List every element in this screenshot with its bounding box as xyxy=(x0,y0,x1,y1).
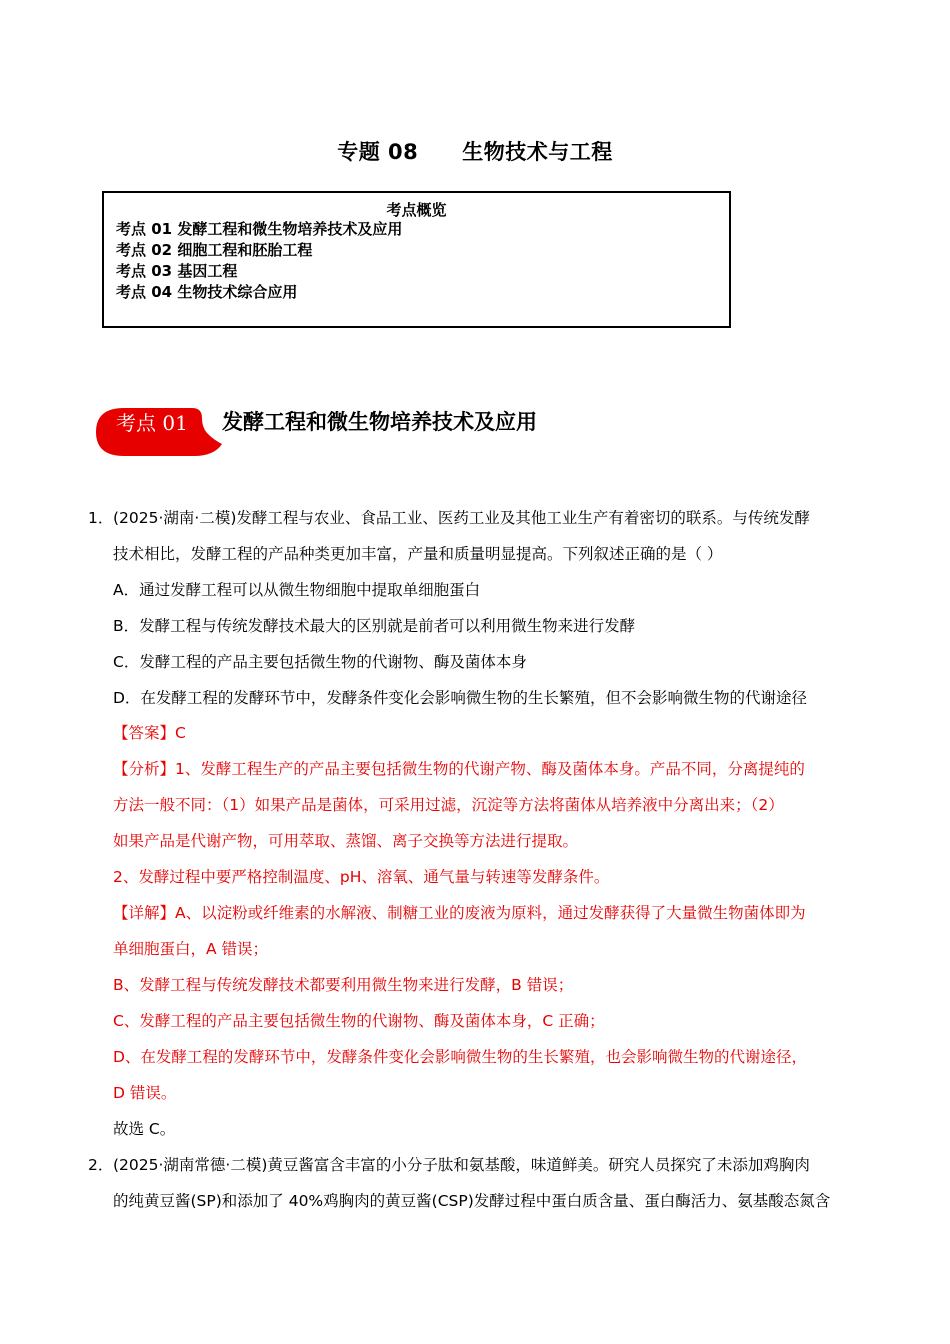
option-d: D．在发酵工程的发酵环节中，发酵条件变化会影响微生物的生长繁殖，但不会影响微生物的代谢途径 xyxy=(113,689,807,707)
question-stem-line: (2025·湖南·二模)发酵工程与农业、食品工业、医药工业及其他工业生产有着密切的联系。与传统发酵 xyxy=(113,509,810,527)
section-title: 发酵工程和微生物培养技术及应用 xyxy=(222,410,537,434)
detail-line: D 错误。 xyxy=(113,1084,177,1102)
option-a: A．通过发酵工程可以从微生物细胞中提取单细胞蛋白 xyxy=(113,581,481,599)
question-stem-line: 技术相比，发酵工程的产品种类更加丰富，产量和质量明显提高。下列叙述正确的是（ ） xyxy=(113,545,723,563)
question-number: 2． xyxy=(88,1156,114,1174)
section-header xyxy=(96,404,616,460)
page-title xyxy=(0,136,950,166)
section-badge-label: 考点 01 xyxy=(116,411,188,435)
overview-item: 考点 04 生物技术综合应用 xyxy=(116,283,298,301)
title-topic-name: 生物技术与工程 xyxy=(462,140,613,164)
title-topic-number: 专题 08 xyxy=(337,140,419,164)
option-b: B．发酵工程与传统发酵技术最大的区别就是前者可以利用微生物来进行发酵 xyxy=(113,617,636,635)
detail-line: C、发酵工程的产品主要包括微生物的代谢物、酶及菌体本身，C 正确； xyxy=(113,1012,605,1030)
detail-line: 【详解】A、以淀粉或纤维素的水解液、制糖工业的废液为原料，通过发酵获得了大量微生物菌体即为 xyxy=(113,904,806,922)
option-c: C．发酵工程的产品主要包括微生物的代谢物、酶及菌体本身 xyxy=(113,653,527,671)
analysis-line: 如果产品是代谢产物，可用萃取、蒸馏、离子交换等方法进行提取。 xyxy=(113,832,579,850)
detail-line: B、发酵工程与传统发酵技术都要利用微生物来进行发酵，B 错误； xyxy=(113,976,574,994)
analysis-line: 2、发酵过程中要严格控制温度、pH、溶氧、通气量与转速等发酵条件。 xyxy=(113,868,610,886)
question-stem-line: (2025·湖南常德·二模)黄豆酱富含丰富的小分子肽和氨基酸，味道鲜美。研究人员探究了未添加鸡胸肉 xyxy=(113,1156,810,1174)
overview-box xyxy=(102,191,731,328)
question-number: 1． xyxy=(88,509,114,527)
analysis-line: 方法一般不同：（1）如果产品是菌体，可采用过滤，沉淀等方法将菌体从培养液中分离出来；（2） xyxy=(113,796,784,814)
overview-item: 考点 03 基因工程 xyxy=(116,262,238,280)
question-stem-line: 的纯黄豆酱(SP)和添加了 40%鸡胸肉的黄豆酱(CSP)发酵过程中蛋白质含量、蛋白酶活力、氨基酸态氮含 xyxy=(113,1192,831,1210)
overview-item: 考点 02 细胞工程和胚胎工程 xyxy=(116,241,313,259)
analysis-line: 【分析】1、发酵工程生产的产品主要包括微生物的代谢产物、酶及菌体本身。产品不同，分离提纯的 xyxy=(113,760,805,778)
overview-heading: 考点概览 xyxy=(386,201,447,219)
detail-line: 单细胞蛋白，A 错误； xyxy=(113,940,269,958)
detail-line: D、在发酵工程的发酵环节中，发酵条件变化会影响微生物的生长繁殖，也会影响微生物的代谢途径， xyxy=(113,1048,807,1066)
answer-line: 【答案】C xyxy=(113,724,186,742)
conclusion-line: 故选 C。 xyxy=(113,1120,176,1138)
overview-item: 考点 01 发酵工程和微生物培养技术及应用 xyxy=(116,220,403,238)
